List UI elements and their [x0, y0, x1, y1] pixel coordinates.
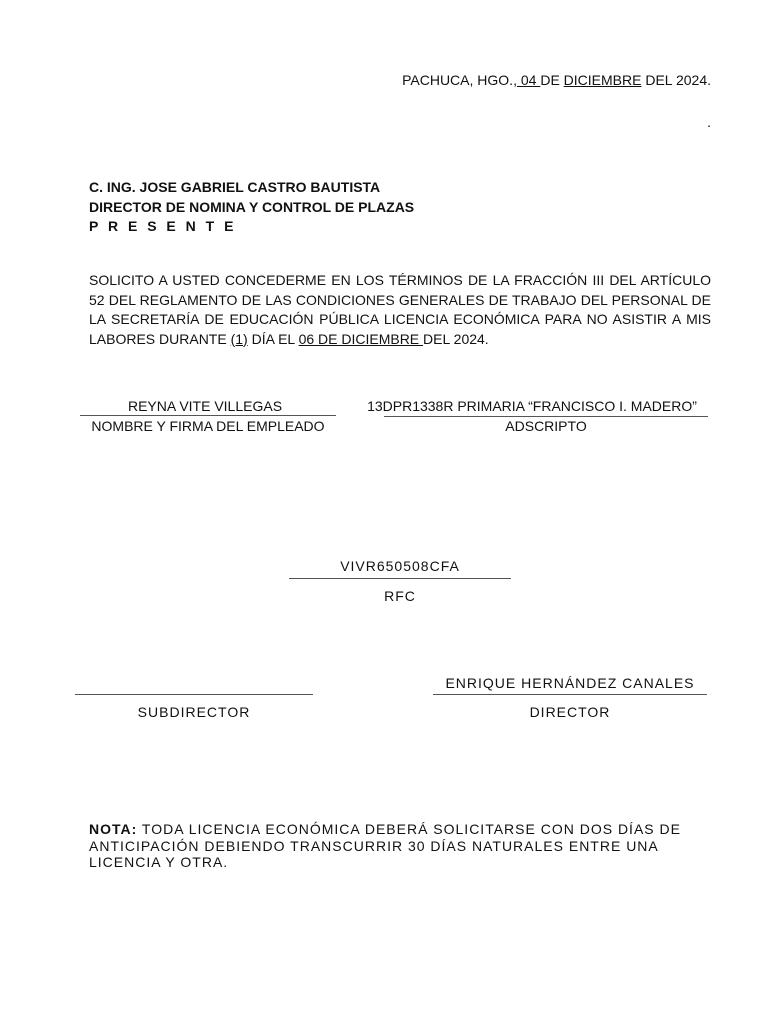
addressee-position: DIRECTOR DE NOMINA Y CONTROL DE PLAZAS [89, 198, 415, 215]
subdirector-signature-line [75, 694, 313, 695]
employee-label: NOMBRE Y FIRMA DEL EMPLEADO [91, 418, 325, 434]
director-name: ENRIQUE HERNÁNDEZ CANALES [445, 675, 695, 691]
employee-signature [80, 397, 336, 435]
director-label: DIRECTOR [529, 704, 611, 720]
dot-mark: . [707, 114, 711, 130]
subdirector-label: SUBDIRECTOR [137, 704, 251, 720]
request-paragraph [89, 271, 711, 349]
note-block [89, 821, 699, 871]
school-signature-line [384, 416, 708, 417]
subdirector-block [75, 703, 313, 721]
request-text-end: DEL 2024. [423, 330, 489, 347]
school-name: 13DPR1338R PRIMARIA “FRANCISCO I. MADERO” [367, 398, 697, 414]
request-text-mid: DÍA EL [247, 330, 299, 347]
school-label: ADSCRIPTO [505, 418, 587, 434]
date-line [402, 72, 711, 88]
date-month: DICIEMBRE [563, 72, 642, 88]
rfc-label: RFC [384, 588, 416, 604]
date-year: DEL 2024. [645, 72, 711, 88]
note-text: TODA LICENCIA ECONÓMICA DEBERÁ SOLICITARSE CON DOS DÍAS DE ANTICIPACIÓN DEBIENDO TRANSCURRIR 30 DÍAS NATURALES ENTRE UNA LICENCIA Y OTRA. [89, 821, 681, 870]
note-label: NOTA: [89, 821, 138, 837]
employee-signature-line [80, 415, 336, 416]
addressee-block [89, 178, 414, 237]
presente-label: P R E S E N T E [89, 218, 237, 234]
request-text-start: SOLICITO A USTED CONCEDERME EN LOS TÉRMINOS DE LA FRACCIÓN III DEL ARTÍCULO 52 DEL REGLAMENTO DE LAS CONDICIONES GENERALES DE TRABAJO DEL PERSONAL DE LA SECRETARÍA DE EDUCACIÓN PÚBLICA LICENCIA ECONÓMICA PARA NO ASISTIR A MIS LABORES DURANTE [89, 272, 711, 347]
addressee-name: C. ING. JOSE GABRIEL CASTRO BAUTISTA [89, 179, 381, 195]
rfc-signature-line [289, 578, 511, 579]
director-signature-line [433, 694, 707, 695]
date-de: DE [540, 72, 560, 88]
date-city: PACHUCA, HGO., [402, 72, 517, 88]
rfc-value: VIVR650508CFA [340, 558, 460, 574]
request-days: (1) [230, 330, 248, 347]
date-day: 04 [516, 72, 541, 88]
rfc-block [289, 557, 511, 605]
request-date: 06 DE DICIEMBRE [298, 330, 424, 347]
employee-name: REYNA VITE VILLEGAS [127, 398, 283, 414]
director-block [433, 674, 707, 721]
